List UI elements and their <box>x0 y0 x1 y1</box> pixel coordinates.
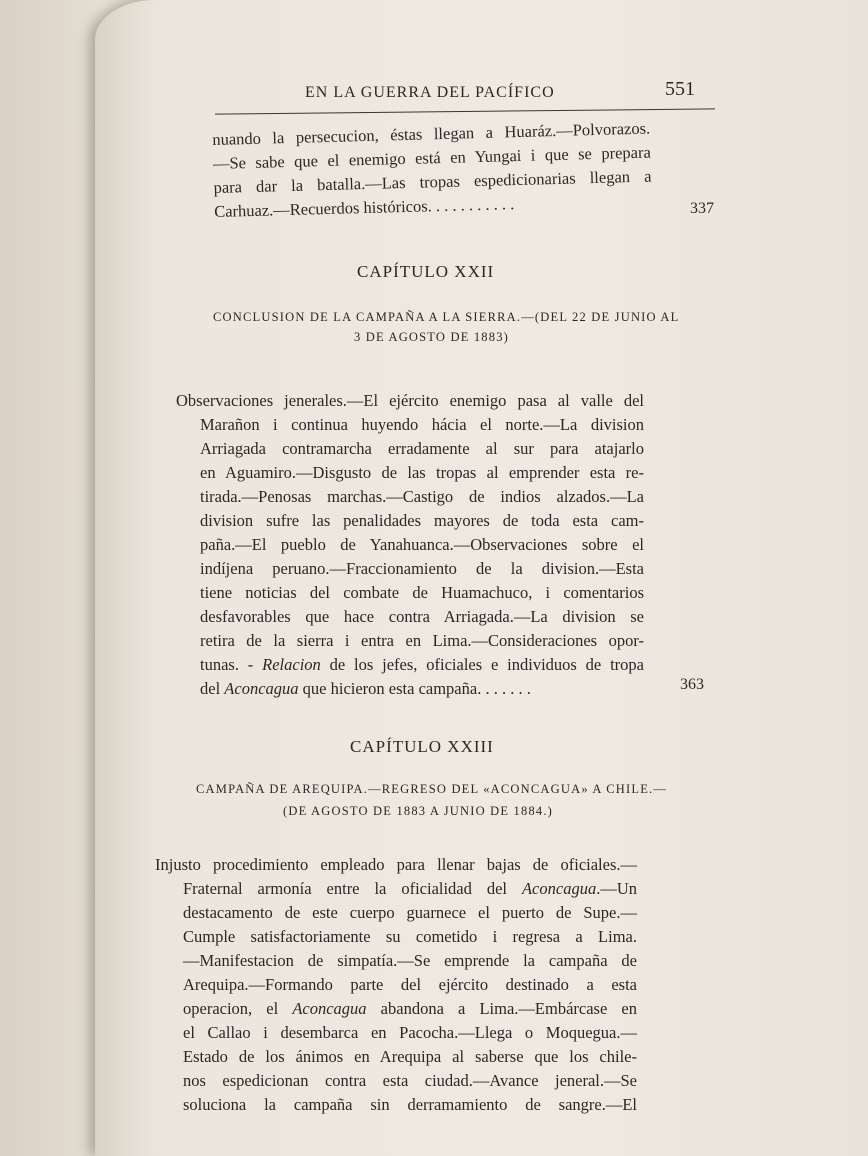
entry-line: nuando la persecucion, éstas llegan a Huaráz.—Polvorazos. <box>212 118 651 149</box>
page-number: 551 <box>665 78 695 100</box>
entry-line: Observaciones jenerales.—El ejército enemigo pasa al valle del <box>176 391 644 410</box>
entry-chapter-21-continuation <box>212 117 652 224</box>
running-header <box>305 78 695 108</box>
entry-line: Arequipa.—Formando parte del ejército destinado a esta <box>183 975 637 994</box>
entry-line: para dar la batalla.—Las tropas espedicionarias llegan a <box>213 166 652 197</box>
entry-line: tirada.—Penosas marchas.—Castigo de indios alzados.—La <box>200 487 644 506</box>
entry-chapter-22 <box>176 389 644 701</box>
entry-line: division sufre las penalidades mayores de toda esta cam- <box>200 511 644 530</box>
chapter-22-subtitle-line-2: 3 DE AGOSTO DE 1883) <box>354 330 510 344</box>
chapter-23-subtitle-line-2: (DE AGOSTO DE 1883 A JUNIO DE 1884.) <box>283 804 554 818</box>
entry-line: —Se sabe que el enemigo está en Yungai i que se prepara <box>212 142 652 173</box>
entry-line: Carhuaz.—Recuerdos históricos. . . . . . . . . . . <box>213 194 515 221</box>
entry-line: Marañon i continua huyendo hácia el norte.—La division <box>200 415 644 434</box>
running-title: EN LA GUERRA DEL PACÍFICO <box>305 84 555 101</box>
entry-line: Estado de los ánimos en Arequipa al saberse que los chile- <box>183 1047 637 1066</box>
page-ref-363: 363 <box>680 676 704 693</box>
entry-line: retira de la sierra i entra en Lima.—Consideraciones opor- <box>200 631 644 650</box>
entry-line: Fraternal armonía entre la oficialidad del Aconcagua.—Un <box>183 879 637 898</box>
chapter-22-subtitle-line-1: CONCLUSION DE LA CAMPAÑA A LA SIERRA.—(DEL 22 DE JUNIO AL <box>213 310 680 324</box>
entry-line: paña.—El pueblo de Yanahuanca.—Observaciones sobre el <box>200 535 644 554</box>
chapter-22-heading: CAPÍTULO XXII <box>357 262 495 281</box>
entry-line: Cumple satisfactoriamente su cometido i regresa a Lima. <box>183 927 637 946</box>
entry-line: operacion, el Aconcagua abandona a Lima.—Embárcase en <box>183 999 637 1018</box>
entry-line: —Manifestacion de simpatía.—Se emprende la campaña de <box>183 951 637 970</box>
chapter-23-subtitle-line-1: CAMPAÑA DE AREQUIPA.—REGRESO DEL «ACONCAGUA» A CHILE.— <box>196 782 668 796</box>
chapter-23-heading: CAPÍTULO XXIII <box>350 737 494 756</box>
entry-line: en Aguamiro.—Disgusto de las tropas al emprender esta re- <box>200 463 644 482</box>
entry-line: Injusto procedimiento empleado para llenar bajas de oficiales.— <box>155 855 637 874</box>
page-ref-337: 337 <box>690 200 714 217</box>
entry-line: tiene noticias del combate de Huamachuco, i comentarios <box>200 583 644 602</box>
entry-line: soluciona la campaña sin derramamiento de sangre.—El <box>183 1095 637 1114</box>
entry-line: tunas. - Relacion de los jefes, oficiales e individuos de tropa <box>200 655 644 674</box>
entry-line: indíjena peruano.—Fraccionamiento de la division.—Esta <box>200 559 644 578</box>
entry-chapter-23 <box>155 853 637 1117</box>
entry-line: del Aconcagua que hicieron esta campaña. . . . . . . <box>200 679 531 698</box>
entry-line: Arriagada contramarcha erradamente al sur para atajarlo <box>200 439 644 458</box>
entry-line: destacamento de este cuerpo guarnece el puerto de Supe.— <box>183 903 637 922</box>
entry-line: el Callao i desembarca en Pacocha.—Llega o Moquegua.— <box>183 1023 637 1042</box>
entry-line: desfavorables que hace contra Arriagada.—La division se <box>200 607 644 626</box>
entry-line: nos espedicionan contra esta ciudad.—Avance jeneral.—Se <box>183 1071 637 1090</box>
